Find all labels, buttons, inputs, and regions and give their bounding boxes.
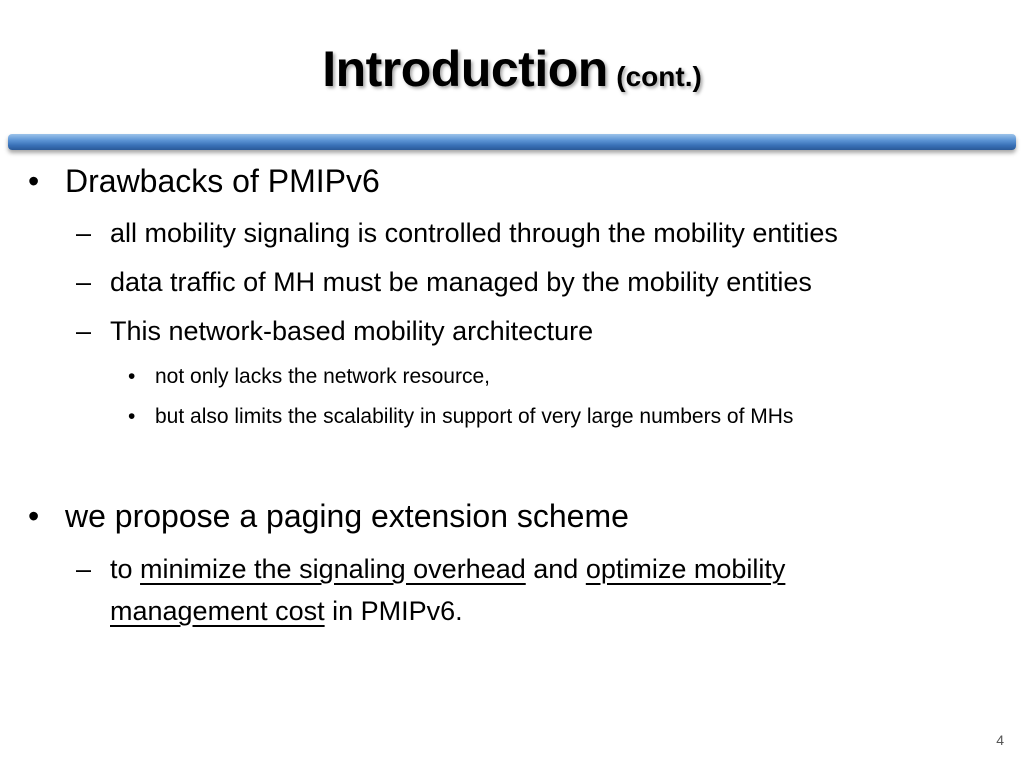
title-divider-bar [8, 134, 1016, 150]
bullet-marker: • [128, 365, 136, 388]
sub-sub-bullet-text: not only lacks the network resource, [155, 365, 490, 388]
goal-prefix: to [110, 554, 141, 584]
bullet-marker: • [128, 405, 136, 428]
goal-suffix: in PMIPv6. [324, 596, 463, 626]
slide-number: 4 [996, 732, 1004, 748]
title-subtitle: (cont.) [616, 61, 702, 92]
dash-marker: – [76, 316, 92, 346]
sub-bullet-text: data traffic of MH must be managed by the mobility entities [110, 267, 812, 297]
slide-title [0, 40, 1024, 98]
sub-bullet-goal-line2 [110, 596, 463, 627]
sub-bullet-text: This network-based mobility architecture [110, 316, 594, 346]
dash-marker: – [76, 554, 92, 584]
bullet-marker: • [28, 498, 40, 534]
title-main: Introduction [322, 41, 608, 97]
bullet-text: we propose a paging extension scheme [65, 498, 629, 534]
goal-conjunction: and [525, 554, 586, 584]
dash-marker: – [76, 267, 92, 297]
underlined-minimize-signaling-overhead: minimize the signaling overhead [140, 554, 526, 584]
underlined-optimize-mobility: optimize mobility [585, 554, 786, 584]
underlined-management-cost: management cost [110, 596, 325, 626]
bullet-marker: • [28, 163, 40, 199]
bullet-text: Drawbacks of PMIPv6 [65, 163, 380, 199]
goal-text-line1 [110, 554, 785, 585]
sub-sub-bullet-text: but also limits the scalability in support of very large numbers of MHs [155, 405, 794, 428]
sub-bullet-text: all mobility signaling is controlled through the mobility entities [110, 218, 838, 248]
dash-marker: – [76, 218, 92, 248]
